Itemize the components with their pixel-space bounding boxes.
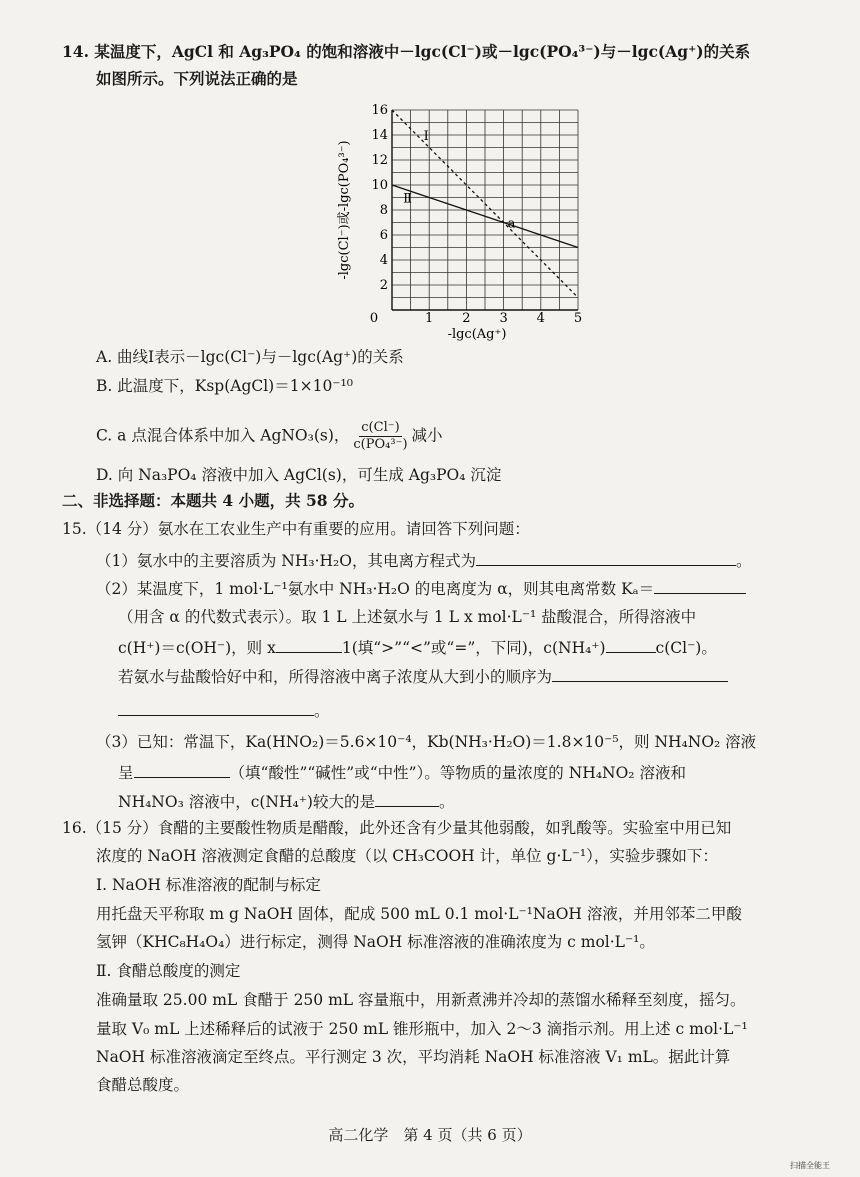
q15-line4: （用含 α 的代数式表示）。取 1 L 上述氨水与 1 L x mol·L⁻¹ 盐酸混合，所得溶液中 — [118, 608, 697, 626]
q14-option-a: A. 曲线Ⅰ表示－lgc(Cl⁻)与－lgc(Ag⁺)的关系 — [96, 348, 404, 366]
y-tick-label: 8 — [379, 203, 388, 218]
series-label-2: Ⅱ — [403, 191, 413, 207]
y-tick-label: 2 — [379, 278, 388, 293]
q15-part2-text: （2）某温度下，1 mol·L⁻¹氨水中 NH₃·H₂O 的电离度为 α，则其电离常数 Kₐ＝ — [96, 580, 655, 598]
y-axis-label: -lgc(Cl⁻)或-lgc(PO₄³⁻) — [337, 140, 352, 280]
q15-l9-b: （填“酸性”“碱性”或“中性”）。等物质的量浓度的 NH₄NO₂ 溶液和 — [229, 764, 686, 782]
q15-line5 — [118, 636, 717, 659]
answer-blank-ka[interactable] — [654, 577, 746, 594]
x-tick-label: 2 — [462, 311, 471, 326]
section2-heading: 二、非选择题：本题共 4 小题，共 58 分。 — [62, 491, 364, 510]
series-label-1: Ⅰ — [423, 129, 429, 144]
q14-chart — [330, 96, 600, 346]
scanner-stamp: 扫描全能王 — [790, 1161, 830, 1170]
answer-blank-larger[interactable] — [375, 790, 439, 807]
q15-l5-b: 1(填“>”“<”或“=”，下同)，c(NH₄⁺) — [341, 639, 606, 657]
q16-line5: 氢钾（KHC₈H₄O₄）进行标定，测得 NaOH 标准溶液的准确浓度为 c mol·L⁻¹。 — [96, 933, 655, 951]
chart-svg — [330, 96, 600, 346]
x-tick-label: 3 — [499, 311, 508, 326]
y-tick-label: 4 — [379, 253, 388, 268]
page-footer: 高二化学 第 4 页（共 6 页） — [328, 1126, 532, 1144]
q16-line9: NaOH 标准溶液滴定至终点。平行测定 3 次，平均消耗 NaOH 标准溶液 V₁ mL。据此计算 — [96, 1048, 731, 1066]
q15-l9-a: 呈 — [118, 764, 134, 782]
q16-line3: Ⅰ. NaOH 标准溶液的配制与标定 — [96, 876, 321, 894]
q15-part1-end: 。 — [735, 552, 752, 570]
q15-l7-end: 。 — [314, 702, 330, 720]
q15-l5-c: c(Cl⁻)。 — [655, 639, 717, 657]
q15-line6 — [118, 665, 728, 688]
x-tick-label: 0 — [369, 311, 379, 326]
q15-part1-text: （1）氨水中的主要溶质为 NH₃·H₂O，其电离方程式为 — [96, 552, 476, 570]
answer-blank-x[interactable] — [276, 636, 342, 653]
q15-line8: （3）已知：常温下，Ka(HNO₂)＝5.6×10⁻⁴，Kb(NH₃·H₂O)＝1.8×10⁻⁵，则 NH₄NO₂ 溶液 — [96, 733, 757, 751]
q14-option-c-fraction — [351, 420, 409, 453]
x-tick-label: 4 — [536, 311, 545, 326]
q14-option-c — [96, 420, 443, 453]
x-tick-label: 1 — [425, 311, 434, 326]
q14-option-b: B. 此温度下，Ksp(AgCl)＝1×10⁻¹⁰ — [96, 377, 353, 395]
q15-l5-a: c(H⁺)＝c(OH⁻)，则 x — [118, 639, 276, 657]
answer-blank-1[interactable] — [476, 549, 736, 566]
y-tick-label: 16 — [371, 103, 388, 118]
answer-blank-order-2[interactable] — [118, 699, 314, 716]
q16-line7: 准确量取 25.00 mL 食醋于 250 mL 容量瓶中，用新煮沸并冷却的蒸馏水稀释至刻度，摇匀。 — [96, 991, 746, 1009]
q15-l10-a: NH₄NO₃ 溶液中，c(NH₄⁺)较大的是 — [118, 793, 375, 811]
y-tick-label: 6 — [379, 228, 388, 243]
q15-l6-text: 若氨水与盐酸恰好中和，所得溶液中离子浓度从大到小的顺序为 — [118, 668, 553, 686]
q16-line10: 食醋总酸度。 — [96, 1076, 190, 1094]
q16-line2: 浓度的 NaOH 溶液测定食醋的总酸度（以 CH₃COOH 计，单位 g·L⁻¹），实验步骤如下： — [96, 847, 718, 865]
q14-stem-line2: 如图所示。下列说法正确的是 — [96, 69, 298, 88]
q15-line10 — [118, 790, 454, 813]
answer-blank-nh4[interactable] — [606, 636, 656, 653]
q16-line1: 16.（15 分）食醋的主要酸性物质是醋酸，此外还含有少量其他弱酸，如乳酸等。实验室中用已知 — [62, 819, 732, 837]
y-tick-label: 12 — [371, 153, 388, 168]
fraction-denominator: c(PO₄³⁻) — [353, 437, 408, 452]
answer-blank-acidity[interactable] — [134, 761, 230, 778]
x-axis-label: -lgc(Ag⁺) — [447, 327, 507, 342]
x-tick-label: 5 — [573, 311, 583, 326]
q15-line9 — [118, 761, 686, 784]
q16-line4: 用托盘天平称取 m g NaOH 固体，配成 500 mL 0.1 mol·L⁻¹NaOH 溶液，并用邻苯二甲酸 — [96, 905, 742, 923]
q15-line3 — [96, 577, 746, 600]
fraction-numerator: c(Cl⁻) — [361, 420, 400, 435]
answer-blank-order-1[interactable] — [552, 665, 728, 682]
y-tick-label: 10 — [371, 178, 388, 193]
q14-option-c-pre: C. a 点混合体系中加入 AgNO₃(s)， — [96, 426, 350, 445]
point-label-a: a — [507, 216, 516, 232]
q15-line1: 15.（14 分）氨水在工农业生产中有重要的应用。请回答下列问题： — [62, 520, 530, 538]
q15-l10-b: 。 — [438, 793, 455, 811]
q14-stem-line1: 14. 某温度下，AgCl 和 Ag₃PO₄ 的饱和溶液中－lgc(Cl⁻)或－lgc(PO₄³⁻)与－lgc(Ag⁺)的关系 — [62, 42, 751, 61]
q16-line8: 量取 V₀ mL 上述稀释后的试液于 250 mL 锥形瓶中，加入 2～3 滴指示剂。用上述 c mol·L⁻¹ — [96, 1020, 748, 1038]
q14-option-c-post: 减小 — [411, 426, 443, 445]
q14-option-d: D. 向 Na₃PO₄ 溶液中加入 AgCl(s)，可生成 Ag₃PO₄ 沉淀 — [96, 466, 502, 484]
q16-line6: Ⅱ. 食醋总酸度的测定 — [96, 962, 241, 980]
q15-line2 — [96, 549, 751, 572]
y-tick-label: 14 — [371, 128, 388, 143]
q15-line7 — [118, 699, 330, 722]
